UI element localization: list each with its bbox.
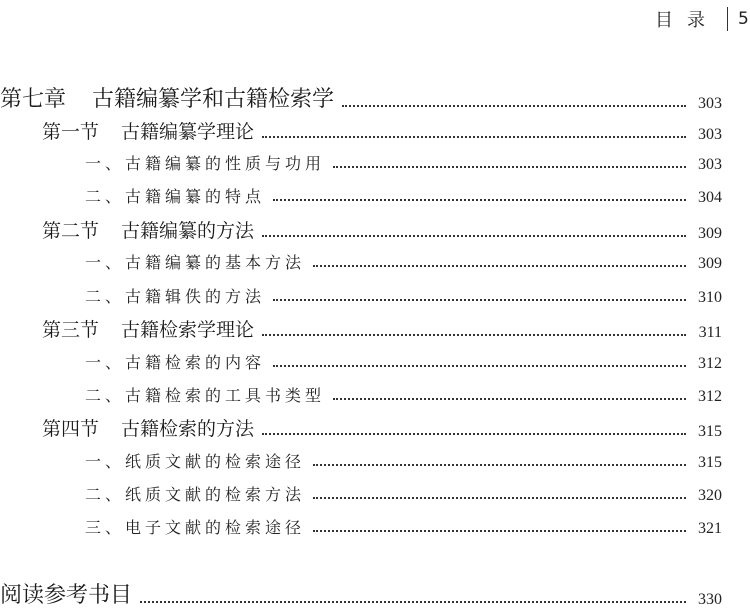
dot-leader <box>313 265 686 267</box>
toc-page-number: 320 <box>698 487 722 504</box>
toc-page-number: 311 <box>698 324 722 341</box>
toc-entry-subsection[interactable] <box>0 184 722 207</box>
subsection-title: 一、古籍编纂的性质与功用 <box>85 154 326 173</box>
dot-leader <box>140 601 686 603</box>
running-head-title: 目录 <box>655 10 719 31</box>
toc-page-number: 309 <box>698 255 722 272</box>
toc-entry-reading-list[interactable] <box>0 578 722 609</box>
toc-page-number: 304 <box>698 189 722 206</box>
subsection-title: 一、古籍检索的内容 <box>85 353 266 372</box>
subsection-title: 二、古籍检索的工具书类型 <box>85 386 326 405</box>
dot-leader <box>262 433 686 435</box>
toc-entry-subsection[interactable] <box>0 151 722 174</box>
toc-page-number: 310 <box>698 289 722 306</box>
toc-entry-subsection[interactable] <box>0 383 722 406</box>
toc-entry-subsection[interactable] <box>0 449 722 472</box>
toc-entry-chapter[interactable] <box>0 82 722 113</box>
toc-page-number: 321 <box>698 520 722 537</box>
toc-entry-label <box>0 82 334 113</box>
toc-entry-subsection[interactable] <box>0 350 722 373</box>
toc-entry-subsection[interactable] <box>0 250 722 273</box>
toc-page-number: 312 <box>698 355 722 372</box>
dot-leader <box>273 365 686 367</box>
section-number: 第四节 <box>42 418 100 440</box>
chapter-title: 古籍编纂学和古籍检索学 <box>92 87 335 112</box>
toc-entry-section[interactable] <box>0 414 722 441</box>
toc-page-number: 315 <box>698 423 722 440</box>
toc-entry-section[interactable] <box>0 216 722 243</box>
section-number: 第三节 <box>42 319 100 341</box>
toc-entry-section[interactable] <box>0 117 722 144</box>
toc-page-number: 315 <box>698 454 722 471</box>
toc-entry-subsection[interactable] <box>0 482 722 505</box>
dot-leader <box>313 530 686 532</box>
toc-page-number: 309 <box>698 225 722 242</box>
toc-page-number: 303 <box>698 156 722 173</box>
running-head <box>655 6 750 32</box>
dot-leader <box>262 334 686 336</box>
reading-list-title: 阅读参考书目 <box>0 583 133 608</box>
toc-entry-label <box>0 117 254 144</box>
subsection-title: 一、纸质文献的检索途径 <box>85 452 306 471</box>
section-title: 古籍编纂的方法 <box>121 220 255 242</box>
toc-entry-label <box>0 216 254 243</box>
section-title: 古籍检索学理论 <box>121 319 255 341</box>
dot-leader <box>262 136 686 138</box>
section-title: 古籍编纂学理论 <box>121 121 255 143</box>
dot-leader <box>273 299 686 301</box>
toc-entry-subsection[interactable] <box>0 284 722 307</box>
subsection-title: 三、电子文献的检索途径 <box>85 518 306 537</box>
toc-entry-label <box>0 414 254 441</box>
section-number: 第二节 <box>42 220 100 242</box>
chapter-number: 第七章 <box>0 87 67 112</box>
toc-entry-section[interactable] <box>0 315 722 342</box>
dot-leader <box>313 464 686 466</box>
subsection-title: 二、纸质文献的检索方法 <box>85 485 306 504</box>
toc-page-number: 303 <box>698 95 722 112</box>
dot-leader <box>273 199 686 201</box>
running-head-divider <box>727 7 728 31</box>
dot-leader <box>262 235 686 237</box>
subsection-title: 二、古籍辑佚的方法 <box>85 287 266 306</box>
dot-leader <box>342 105 686 107</box>
toc-page-number: 330 <box>698 591 722 608</box>
section-title: 古籍检索的方法 <box>121 418 255 440</box>
dot-leader <box>313 497 686 499</box>
toc-page-number: 312 <box>698 388 722 405</box>
toc-entry-label <box>0 315 254 342</box>
section-number: 第一节 <box>42 121 100 143</box>
dot-leader <box>333 398 686 400</box>
toc-page-number: 303 <box>698 126 722 143</box>
subsection-title: 二、古籍编纂的特点 <box>85 187 266 206</box>
toc-entry-subsection[interactable] <box>0 515 722 538</box>
subsection-title: 一、古籍编纂的基本方法 <box>85 253 306 272</box>
dot-leader <box>333 166 686 168</box>
page-number: 5 <box>738 9 749 29</box>
